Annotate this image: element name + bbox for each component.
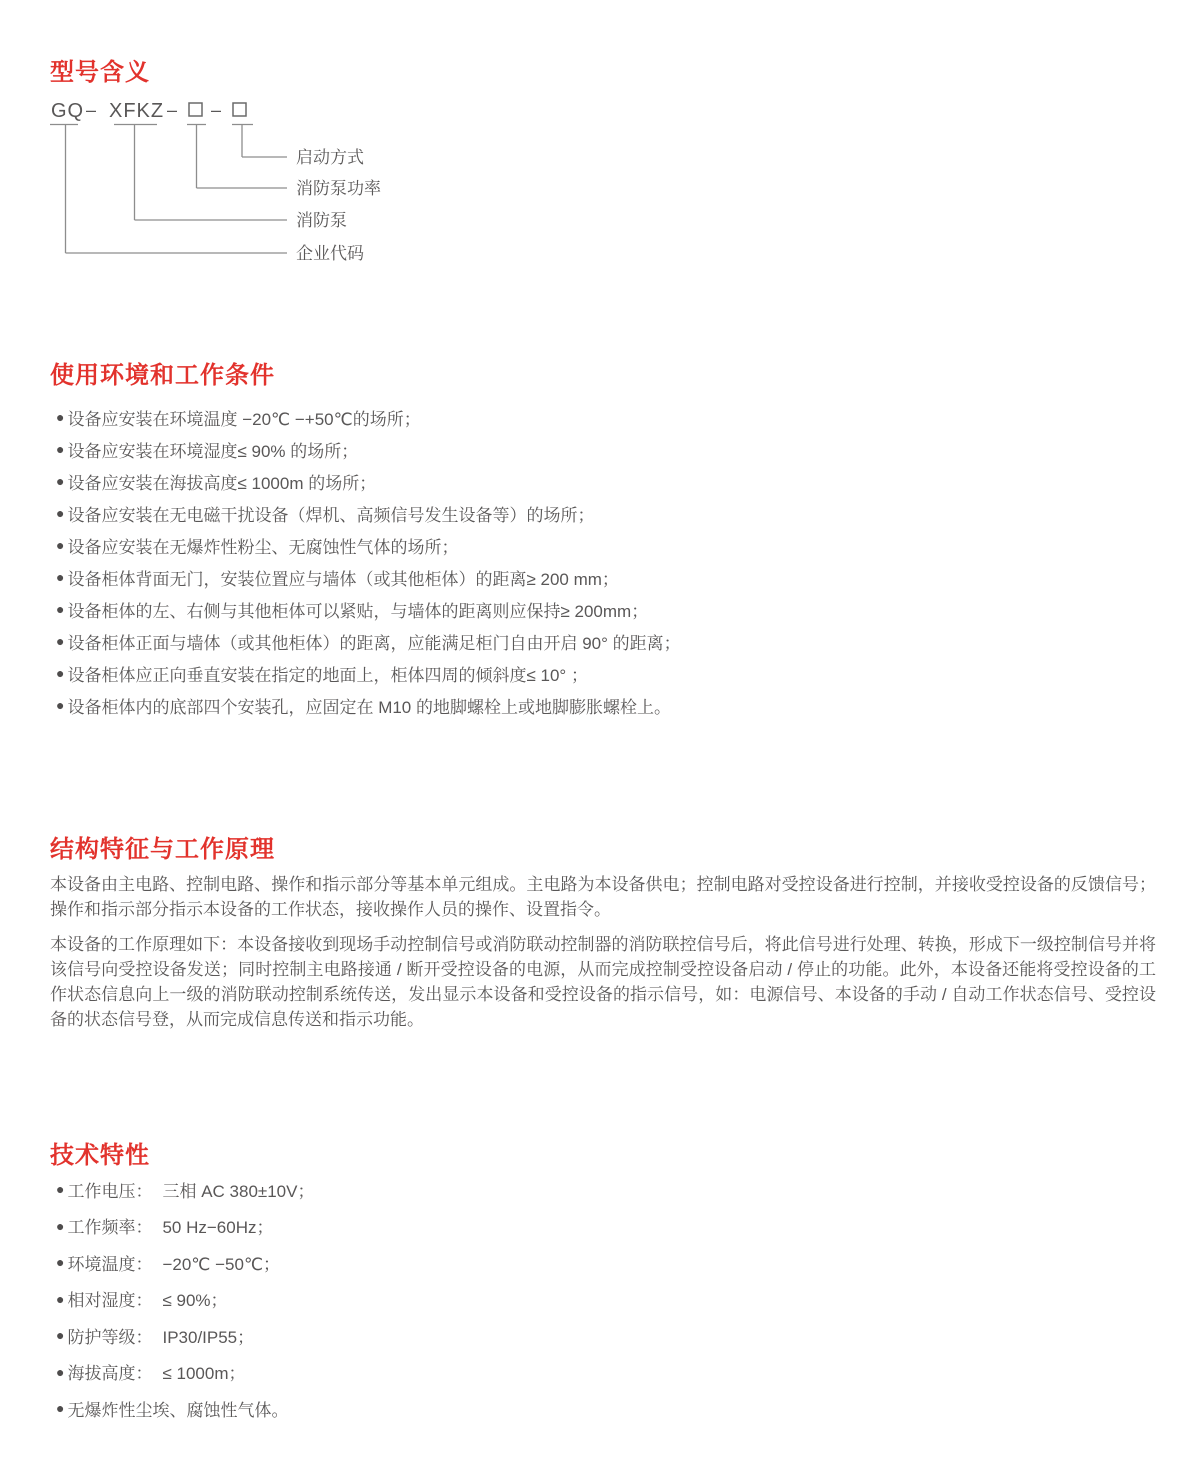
bullet-icon: ●	[56, 537, 65, 553]
condition-text: 设备应安装在无电磁干扰设备（焊机、高频信号发生设备等）的场所；	[67, 505, 595, 525]
section-title-structure-principle: 结构特征与工作原理	[50, 836, 275, 863]
model-code-diagram	[48, 96, 648, 276]
bullet-icon: ●	[56, 633, 65, 649]
environment-condition-item	[56, 433, 1155, 465]
condition-text: 设备应安装在环境湿度≤ 90% 的场所；	[67, 441, 359, 461]
spec-label: 海拔高度：	[67, 1364, 153, 1384]
tech-spec-item	[56, 1171, 1155, 1208]
condition-text: 设备应安装在无爆炸性粉尘、无腐蚀性气体的场所；	[67, 537, 459, 557]
environment-condition-item	[56, 561, 1155, 593]
spec-value: ≤ 1000m；	[162, 1364, 246, 1384]
condition-text: 设备柜体内的底部四个安装孔，应固定在 M10 的地脚螺栓上或地脚膨胀螺栓上。	[67, 697, 671, 717]
bullet-icon: ●	[56, 441, 65, 457]
diagram-label-enterprise-code: 企业代码	[296, 244, 364, 263]
tech-spec-item	[56, 1244, 1155, 1281]
environment-condition-item	[56, 497, 1155, 529]
bullet-icon: ●	[56, 1400, 65, 1417]
bullet-icon: ●	[56, 665, 65, 681]
environment-condition-item	[56, 465, 1155, 497]
environment-conditions-list	[56, 401, 1155, 721]
spec-label: 防护等级：	[67, 1327, 153, 1347]
condition-text: 设备应安装在海拔高度≤ 1000m 的场所；	[67, 473, 377, 493]
bullet-icon: ●	[56, 601, 65, 617]
tech-spec-item	[56, 1390, 1155, 1427]
tech-spec-item	[56, 1208, 1155, 1245]
spec-label: 环境温度：	[67, 1254, 153, 1274]
environment-condition-item	[56, 657, 1155, 689]
model-code-product: XFKZ	[109, 100, 165, 122]
condition-text: 设备柜体的左、右侧与其他柜体可以紧贴，与墙体的距离则应保持≥ 200mm；	[67, 601, 649, 621]
bullet-icon: ●	[56, 1217, 65, 1234]
bullet-icon: ●	[56, 409, 65, 425]
spec-value: −20℃ −50℃；	[162, 1254, 281, 1274]
diagram-label-pump-power: 消防泵功率	[296, 179, 381, 198]
environment-condition-item	[56, 401, 1155, 433]
bullet-icon: ●	[56, 1254, 65, 1271]
bullet-icon: ●	[56, 1363, 65, 1380]
tech-spec-item	[56, 1281, 1155, 1318]
diagram-label-start-mode: 启动方式	[296, 148, 364, 167]
diagram-label-fire-pump: 消防泵	[296, 211, 347, 230]
spec-value: ≤ 90%；	[162, 1291, 228, 1311]
dash-separator: –	[167, 100, 178, 120]
section-title-tech-specs: 技术特性	[50, 1142, 150, 1169]
environment-condition-item	[56, 689, 1155, 721]
dash-separator: –	[211, 100, 222, 120]
placeholder-box-icon	[189, 103, 202, 116]
bullet-icon: ●	[56, 697, 65, 713]
bullet-icon: ●	[56, 569, 65, 585]
model-code-prefix: GQ	[51, 100, 85, 122]
bullet-icon: ●	[56, 1290, 65, 1307]
condition-text: 设备应安装在环境温度 −20℃ −+50℃的场所；	[67, 409, 421, 429]
environment-condition-item	[56, 529, 1155, 561]
section-title-model-meaning: 型号含义	[50, 59, 150, 86]
spec-value: 三相 AC 380±10V；	[162, 1181, 315, 1201]
environment-condition-item	[56, 625, 1155, 657]
spec-value: 50 Hz−60Hz；	[162, 1218, 274, 1238]
condition-text: 设备柜体应正向垂直安装在指定的地面上，柜体四周的倾斜度≤ 10° ；	[67, 665, 588, 685]
bullet-icon: ●	[56, 1327, 65, 1344]
principle-paragraph: 本设备由主电路、控制电路、操作和指示部分等基本单元组成。主电路为本设备供电；控制电路对受控设备进行控制，并接收受控设备的反馈信号；操作和指示部分指示本设备的工作状态，接收操作人员的操作、设置指令。	[50, 875, 1156, 919]
principle-paragraph: 本设备的工作原理如下：本设备接收到现场手动控制信号或消防联动控制器的消防联控信号后，将此信号进行处理、转换，形成下一级控制信号并将该信号向受控设备发送；同时控制主电路接通 / 断开受控设备的电源，从而完成控制受控设备启动 / 停止的功能。此外，本设备还能将受控设备的工作状态信息向上一级的消防联动控制系统传送，发出显示本设备和受控设备的指示信号，如：电源信号、本设备的手动 / 自动工作状态信号、受控设备的状态信号登，从而完成信息传送和指示功能。	[50, 935, 1156, 1029]
spec-value: IP30/IP55；	[162, 1327, 255, 1347]
bullet-icon: ●	[56, 505, 65, 521]
placeholder-box-icon	[233, 103, 246, 116]
bullet-icon: ●	[56, 473, 65, 489]
bullet-icon: ●	[56, 1181, 65, 1198]
tech-specs-list	[56, 1171, 1155, 1427]
condition-text: 设备柜体正面与墙体（或其他柜体）的距离，应能满足柜门自由开启 90° 的距离；	[67, 633, 681, 653]
spec-label: 相对湿度：	[67, 1291, 153, 1311]
structure-principle-paragraphs	[50, 872, 1156, 1042]
condition-text: 设备柜体背面无门，安装位置应与墙体（或其他柜体）的距离≥ 200 mm；	[67, 569, 619, 589]
spec-value: 无爆炸性尘埃、腐蚀性气体。	[67, 1400, 289, 1420]
spec-label: 工作电压：	[67, 1181, 153, 1201]
dash-separator: –	[86, 100, 97, 120]
environment-condition-item	[56, 593, 1155, 625]
tech-spec-item	[56, 1354, 1155, 1391]
spec-label: 工作频率：	[67, 1218, 153, 1238]
tech-spec-item	[56, 1317, 1155, 1354]
section-title-environment: 使用环境和工作条件	[50, 362, 275, 389]
